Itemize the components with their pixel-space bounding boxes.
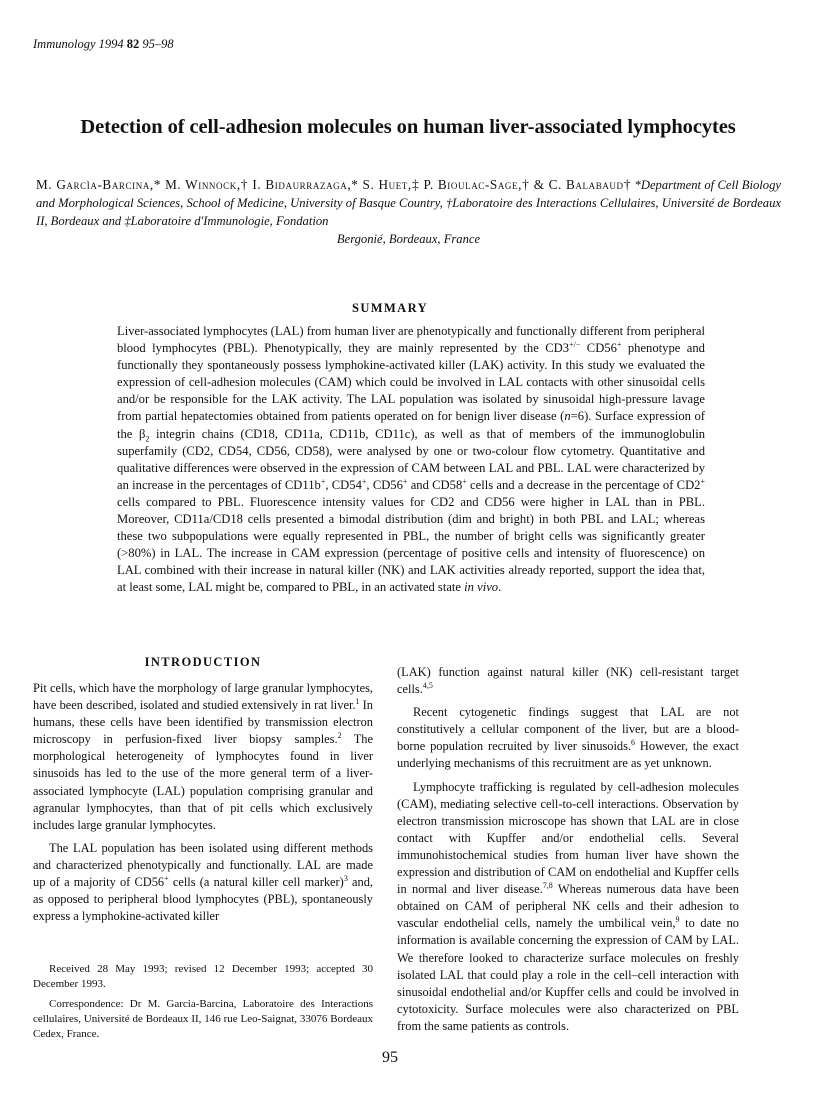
author-block — [36, 176, 781, 248]
author-affiliation-last: Bergonié, Bordeaux, France — [336, 232, 481, 246]
article-title: Detection of cell-adhesion molecules on human liver-associated lymphocytes — [80, 116, 736, 138]
page-number: 95 — [382, 1049, 398, 1066]
journal-volume: 82 — [126, 37, 140, 51]
footnotes — [33, 962, 373, 1042]
correspondence-note: Correspondence: Dr M. Garcia-Barcina, Laboratoire des Interactions cellulaires, Université de Bordeaux II, 146 rue Leo-Saignat, 33076 Bordeaux Cedex, France. — [33, 998, 373, 1040]
intro-paragraph-1: Pit cells, which have the morphology of large granular lymphocytes, have been described, isolated and studied extensively in rat liver.$^1$ In humans, these cells have been identified by transmission electron microscopy in perfusion-fixed liver biopsy samples.$^2$ The morphological heterogeneity of lymphocytes found in liver sinusoids has led to the use of the more general term of a liver-associated lymphocyte (LAL) population comprising granular and agranular lymphocytes, than that of pit cells which exclusively includes large granular lymphocytes. — [33, 681, 373, 832]
journal-pages: 95–98 — [142, 37, 174, 51]
journal-name: Immunology — [33, 37, 96, 51]
introduction-heading: INTRODUCTION — [144, 655, 262, 669]
received-dates: Received 28 May 1993; revised 12 December 1993; accepted 30 December 1993. — [33, 963, 373, 990]
intro-paragraph-3: Recent cytogenetic findings suggest that LAL are not constitutively a cellular component of the liver, but are a blood-borne population recruited by liver sinusoids.$^6$ However, the exact underlying mechanisms of this recruitment are as yet unknown. — [397, 705, 739, 771]
journal-year: 1994 — [98, 37, 124, 51]
left-column — [33, 680, 373, 925]
author-names: M. Garcìa-Barcina,* M. Winnock,† I. Bidaurrazaga,* S. Huet,‡ P. Bioulac-Sage,† & C. Balabaud† — [36, 177, 632, 192]
summary-text: Liver-associated lymphocytes (LAL) from human liver are phenotypically and functionally different from peripheral blood lymphocytes (PBL). Phenotypically, they are mainly represented by the CD3+/− CD56+ phenotype and functionally they spontaneously possess lymphokine-activated killer (LAK) activity. In this study we evaluated the expression of cell-adhesion molecules (CAM) which could be involved in LAL contacts with other sinusoidal cells and/or be responsible for the LAK activity. The LAL population was isolated by sinusoidal high-pressure lavage from partial hepatectomies obtained from patients operated on for benign liver disease (n=6). Surface expression of the $\beta_2$ integrin chains (CD18, CD11a, CD11b, CD11c), as well as that of members of the immunoglobulin superfamily (CD2, CD54, CD56, CD58), were analysed by one or two-colour flow cytometry. Quantitative and qualitative differences were observed in the expression of CAM between LAL and PBL. LAL were characterized by an increase in the percentages of CD11b+, CD54+, CD56+ and CD58+ cells and a decrease in the percentage of CD2+ cells compared to PBL. Fluorescence intensity values for CD2 and CD56 were higher in LAL than in PBL. Moreover, CD11a/CD18 cells presented a bimodal distribution (dim and bright) in both PBL and LAL; whereas these two subpopulations were equally represented in PBL, the number of bright cells was significantly greater (>80%) in LAL. The increase in CAM expression (percentage of positive cells and intensity of fluorescence) on LAL combined with their increase in natural killer (NK) and LAK activities already reported, support the idea that, at least some, LAL might be, compared to PBL, in an activated state in vivo. — [117, 324, 706, 595]
intro-paragraph-4: Lymphocyte trafficking is regulated by cell-adhesion molecules (CAM), mediating selective cell-to-cell interactions. Observation by electron transmission microscope has shown that LAL are in close contact with Kupffer and/or endothelial cells. Several immunohistochemical studies from human liver have shown the expression and distribution of CAM on endothelial and Kupffer cells in normal and liver disease.$^{7,8}$ Whereas numerous data have been obtained on CAM of peripheral NK cells and their adhesion to vascular endothelial cells, namely the umbilical vein,$^9$ to date no information is available concerning the expression of CAM by LAL. We therefore looked to characterize surface molecules on freshly isolated LAL that could play a role in the cell–cell interaction with sinusoidal endothelial and/or Kupffer cells and could be involved in cytotoxicity. Surface molecules were also characterized on PBL from the same patients as controls. — [397, 779, 739, 1033]
author-affiliations: *Department of Cell Biology and Morphological Sciences, School of Medicine, University of Basque Country, †Laboratoire des Interactions Cellulaires, Université de Bordeaux II, Bordeaux and ‡Laboratoire d'Immunologie, Fondation — [36, 178, 781, 228]
right-column — [397, 664, 739, 1035]
summary-heading: SUMMARY — [351, 301, 429, 315]
intro-paragraph-2-cont: (LAK) function against natural killer (NK) cell-resistant target cells.$^{4,5}$ — [397, 665, 739, 697]
journal-header — [33, 37, 174, 52]
intro-paragraph-2: The LAL population has been isolated using different methods and characterized phenotypically and functionally. LAL are made up of a majority of CD56+ cells (a natural killer cell marker)$^3$ and, as opposed to peripheral blood lymphocytes (PBL), spontaneously express a lymphokine-activated killer — [33, 840, 373, 924]
